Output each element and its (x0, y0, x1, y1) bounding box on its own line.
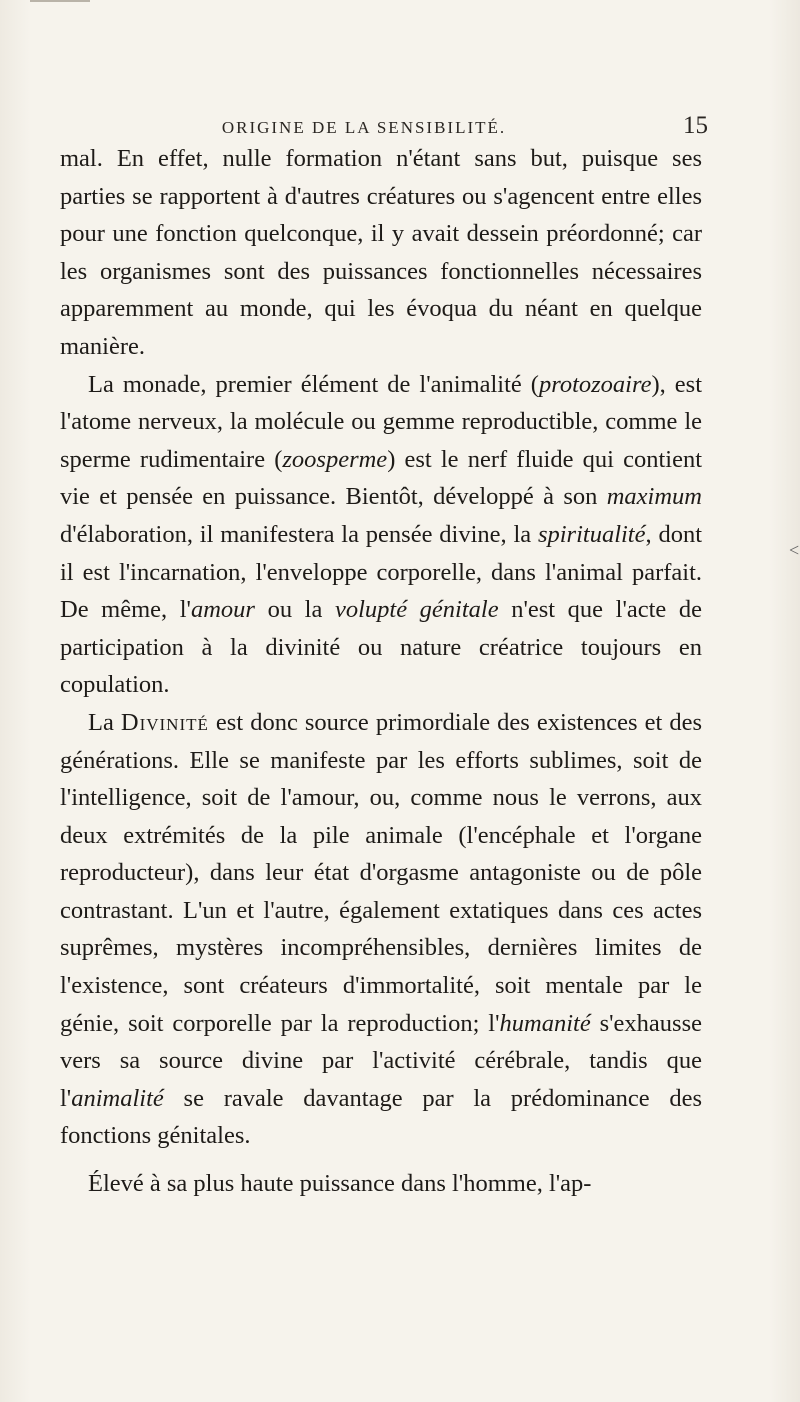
margin-mark: < (789, 540, 800, 560)
italic-term: maximum (606, 483, 702, 511)
paragraph-1: mal. En effet, nulle formation n'étant sans but, puisque ses parties se rapportent à d'autres créatures ou s'agencent entre elles pour une fonction quelconque, il y avait dessein préordonné; car les organismes sont des puissances fonctionnelles nécessaires apparemment au monde, qui les évoqua du néant en quelque manière. (60, 145, 702, 360)
page-number: 15 (683, 112, 708, 139)
body-text (60, 140, 702, 1203)
paragraph-3-text: s'exhausse vers sa source divine par l'activité cérébrale, tandis que l' (60, 1009, 703, 1112)
paragraph-3-text: est donc source primordiale des existences et des générations. Elle se manifeste par les efforts sublimes, soit de l'intelligence, soit de l'amour, ou, comme nous le verrons, aux deux extrémités de la pile animale (l'encéphale et l'organe reproducteur), dans leur état d'orgasme antagoniste ou de pôle contrastant. L'un et l'autre, également extatiques dans ces actes suprêmes, mystères incompréhensibles, dernières limites de l'existence, sont créateurs d'immortalité, soit mentale par le génie, soit corporelle par la reproduction; l' (60, 708, 702, 1037)
paragraph-3-text: La (88, 708, 121, 736)
italic-term: spiritualité (537, 520, 646, 548)
small-caps-term: Divinité (120, 708, 209, 736)
italic-term: animalité (71, 1084, 164, 1112)
paragraph-3-text: se ravale davantage par la prédominance des fonctions génitales. (60, 1084, 702, 1150)
running-head: ORIGINE DE LA SENSIBILITÉ. (221, 118, 507, 137)
paragraph-2-text: ou la (254, 596, 335, 624)
italic-term: volupté génitale (334, 596, 499, 624)
italic-term: amour (190, 596, 255, 624)
italic-term: protozoaire (538, 370, 652, 398)
paragraph-2 (60, 366, 702, 704)
page-edge-mark (30, 0, 90, 2)
paragraph-2-text: n'est que l'acte de participation à la divinité ou nature créatrice toujours en copulation. (60, 596, 703, 699)
italic-term: zoosperme (282, 445, 388, 473)
paragraph-2-text: d'élaboration, il manifestera la pensée divine, la (60, 520, 538, 548)
paragraph-2-text: La monade, premier élément de l'animalité ( (88, 370, 539, 398)
paragraph-4: Élevé à sa plus haute puissance dans l'homme, l'ap- (88, 1170, 592, 1198)
paragraph-2-text: ) est le nerf fluide qui contient vie et pensée en puissance. Bientôt, développé à son (60, 445, 702, 511)
italic-term: humanité (499, 1009, 591, 1037)
paragraph-3 (60, 704, 702, 1155)
paragraph-2-text: ), est l'atome nerveux, la molécule ou gemme reproductible, comme le sperme rudimentaire ( (60, 370, 703, 473)
paragraph-2-text: , dont il est l'incarnation, l'enveloppe corporelle, dans l'animal parfait. De même, l' (60, 520, 702, 624)
